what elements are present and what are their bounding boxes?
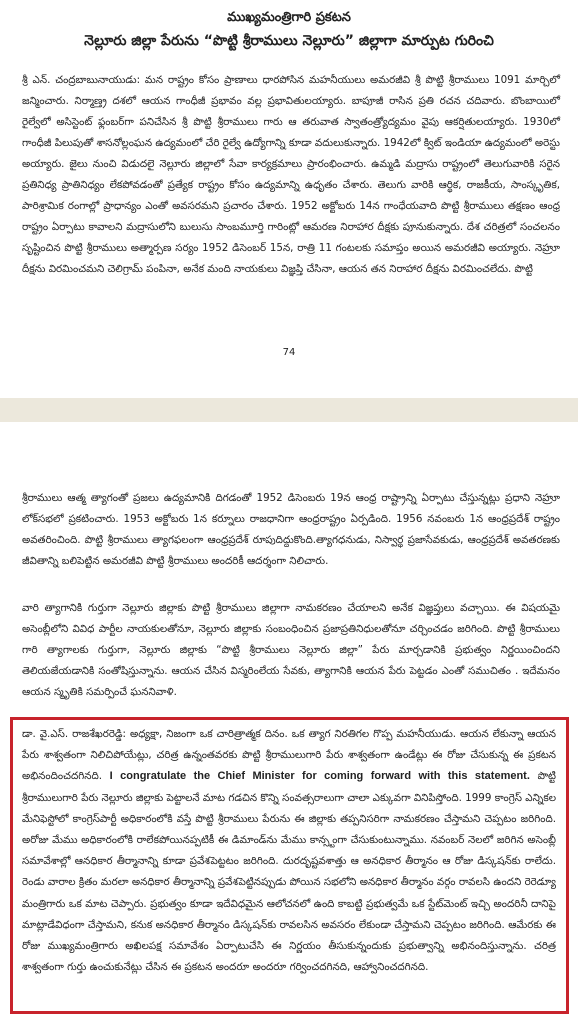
- page-number: 74: [282, 347, 296, 358]
- announcement-paragraph: వారి త్యాగానికి గుర్తుగా నెల్లూరు జిల్లాకు పొట్టి శ్రీరాములు జిల్లాగా నామకరణం చేయాలని అనేక విజ్ఞప్తులు వచ్చాయి. ఈ విషయమై అసెంబ్లీలోని వివిధ పార్టీల నాయకులతోనూ, నెల్లూరు జిల్లాకు సంబంధించిన ప్రజాప్రతినిధులతోనూ చర్చించడం జరిగింది. పొట్టి శ్రీరాములు గారి త్యాగాలకు గుర్తుగా, నెల్లూరు జిల్లాకు “పొట్టి శ్రీరాములు నెల్లూరు జిల్లా” పేరు మార్చడానికి ప్రభుత్వం నిర్ణయించిందని తెలియజేయడానికి సంతోషిస్తున్నాను. ఆయన చేసిన విస్మరింలేయ సేవకు, త్యాగానికి ఆయన పేరు పెట్టడం ఎంతో సముచితం . ఇదేమనం ఆయన స్మృతికి సమర్పించే ఘననివాళి.: [22, 602, 560, 698]
- statement-paragraph: శ్రీ ఎన్. చంద్రబాబునాయుడు: మన రాష్ట్రం కోసం ప్రాణాలు ధారపోసిన మహనీయులు అమరజీవి శ్రీ పొట్టి శ్రీరాములు 1091 మార్చిలో జన్మించారు. నిర్మాణ్త్ర దశలో ఆయన గాంధీజీ ప్రభావం వల్ల ప్రభావితులయ్యారు. బాపూజీ రాసిన ప్రతి రచన చదివారు. బొంబాయిలో రైల్వేలో అసిస్టెంట్ ఫ్లంబర్‌గా పనిచేసిన శ్రీ పొట్టి శ్రీరాములు గారు ఆ తరువాత స్వాతంత్ర్యోద్యమం వైపు ఆకర్షితులయ్యారు. 1930లో గాంధీజీ పిలుపుతో శాసనోల్లంఘన ఉద్యమంలో చేరి రైల్వే ఉద్యోగాన్ని కూడా వదులుకున్నారు. 1942లో క్విట్ ఇండియా ఉద్యమంలో అరెస్టు అయ్యారు. జైలు నుంచి విడుదలై నెల్లూరు జిల్లాలో సేవా కార్యక్రమాలు ప్రారంభించారు. ఉమ్మడి మద్రాసు రాష్ట్రంలో తెలుగువారికి సరైన ప్రతినిధ్య ప్రాతినిధ్యం లేకపోవడంతో ప్రత్యేక రాష్ట్రం కోసం ఉద్యమాన్ని ఉధృతం చేశారు. తెలుగు వారికి ఆర్థిక, రాజకీయ, సాంస్కృతిక, పారిశ్రామిక రంగాల్లో ప్రాధాన్యం ఎంతో అవసరమని ప్రచారం చేశారు. 1952 అక్టోబరు 14న గాంధేయవాది పొట్టి శ్రీరాములు తక్షణం ఆంధ్ర రాష్ట్రం ఏర్పాటు కావాలని మద్రాసులోని బులుసు సాంబమూర్తి గారింట్లో ఆమరణ నిరాహార దీక్షకు పూనుకున్నారు. దేశ చరిత్రలో సంచలనం సృష్టించిన పొట్టి శ్రీరాములు అత్మార్పణ సర్యం 1952 డిసెంబర్ 15న, రాత్రి 11 గంటలకు సమాప్తం అయిన అమరజీవి అయ్యారు. నెహ్రూ దీక్షను విరమించమని చెలిగ్రామ్ పంపినా, అనేక మంది నాయకులు విజ్ఞప్తి చేసినా, ఆయన తన నిరాహార దీక్షను విరమించలేదు. పొట్టి: [22, 74, 560, 275]
- page-separator: [0, 398, 578, 422]
- response-text-part1: డా. వై.ఎస్. రాజశేఖరరెడ్డి: అధ్యక్షా, నిజంగా ఒక చారిత్రాత్మక దినం. ఒక త్యాగ నిరతిగల గొప్ప మహనీయుడు. ఆయన లేకున్నా ఆయన పేరు శాశ్వతంగా నిలిచిపోయేట్లు, చరిత్ర ఉన్నంతవరకు పొట్టి శ్రీరాములుగారి పేరు శాశ్వతంగా ఉండేట్లు ఈ రోజు చేసుకున్న ఈ ప్రకటన అభినందించదగినది.: [22, 728, 556, 783]
- page-title: ముఖ్యమంత్రిగారి ప్రకటన: [227, 10, 351, 25]
- document-page-top: [0, 0, 578, 398]
- response-english-sentence: I congratulate the Chief Minister for coming forward with this statement.: [109, 770, 530, 783]
- history-paragraph: శ్రీరాములు ఆత్మ త్యాగంతో ప్రజలు ఉద్యమానికి దిగడంతో 1952 డిసెంబరు 19న ఆంధ్ర రాష్ట్రాన్ని ఏర్పాటు చేస్తున్నట్లు ప్రధాని నెహ్రూ లోక్‌సభలో ప్రకటించారు. 1953 అక్టోబరు 1న కర్నూలు రాజధానిగా ఆంధ్రరాష్ట్రం ఏర్పడింది. 1956 నవంబరు 1న ఆంధ్రప్రదేశ్ రాష్ట్రం అవతరించింది. పొట్టి శ్రీరాములు త్యాగఫలంగా ఆంధ్రప్రదేశ్ రూపుదిద్దుకొంది.త్యాగధనుడు, నిస్వార్థ ప్రజాసేవకుడు, ఆంధ్రప్రదేశ్ అవతరణకు జీవితాన్ని బలిపెట్టిన అమరజీవి పొట్టి శ్రీరాములు అందరికీ ఆదర్శంగా నిలిచారు.: [22, 492, 560, 567]
- highlighted-response-paragraph: [22, 724, 556, 978]
- page-subtitle: నెల్లూరు జిల్లా పేరును “పొట్టి శ్రీరాములు నెల్లూరు” జిల్లాగా మార్పుట గురించి: [84, 33, 494, 49]
- response-text-part2: పొట్టి శ్రీరాములుగారి పేరు నెల్లూరు జిల్లాకు పెట్టాలనే మాట గడచిన కొన్ని సంవత్సరాలుగా చాలా ఎక్కువగా వినిపిస్తోంది. 1999 కాంగ్రెస్ ఎన్నికల మేనిఫెస్టోలో కాంగ్రెస్‌పార్టీ అధికారంలోకి వస్తే పొట్టి శ్రీరాములు పేరును ఈ జిల్లాకు తప్పనిసరిగా నామకరణం చేస్తామని చెప్పటం జరిగింది. అరోజు మేము అధికారంలోకి రాలేకపోయినప్పటికీ ఈ డిమాండ్‌ను మేము కాన్స్టంగా చేసుకుంటున్నాము. నవంబర్ నెలలో జరిగిన అసెంబ్లీ సమావేశాల్లో ఆనధికార తీర్మానాన్ని కూడా ప్రవేశపెట్టటం జరిగింది. దురదృష్టవశాత్తు ఆ అనధికార తీర్మానం ఆ రోజు డిస్కషన్‌కు రాలేదు. రెండు వారాల క్రితం మరలా అనధికార తీర్మానాన్ని ప్రవేశపెట్టినప్పుడు పోయిన సభలోని అనధికార తీర్మానం వర్గం రావలసి ఉందని రెరెడ్యూ మంత్రిగారు ఒక మాట చెప్పారు. ప్రభుత్వం కూడా ఇదేవిధమైన ఆలోచనలో ఉంది కాబట్టి ప్రభుత్వమే ఒక స్టేట్‌మెంట్ ఇచ్చి అందరినీ దానిపై మాట్లాడేవిధంగా చేస్తామని, కనుక అనధికార తీర్మానం డిస్కషన్‌కు రావలసిన అవసరం లేకుండా చేస్తామని చెప్పటం జరిగింది. ఆమేరకు ఈ రోజు ముఖ్యమంత్రిగారు అఖిలపక్ష సమావేశం ఏర్పాటుచేసి ఈ నిర్ణయం తీసుకున్నందుకు ప్రభుత్వాన్ని అభినందిస్తున్నాను. చరిత్ర శాశ్వతంగా గుర్తు ఉంచుకునేట్లు చేసిన ఈ ప్రకటన అందరూ అందరూ గర్వించదగినది, ఆహ్వానించదగినది.: [22, 770, 556, 974]
